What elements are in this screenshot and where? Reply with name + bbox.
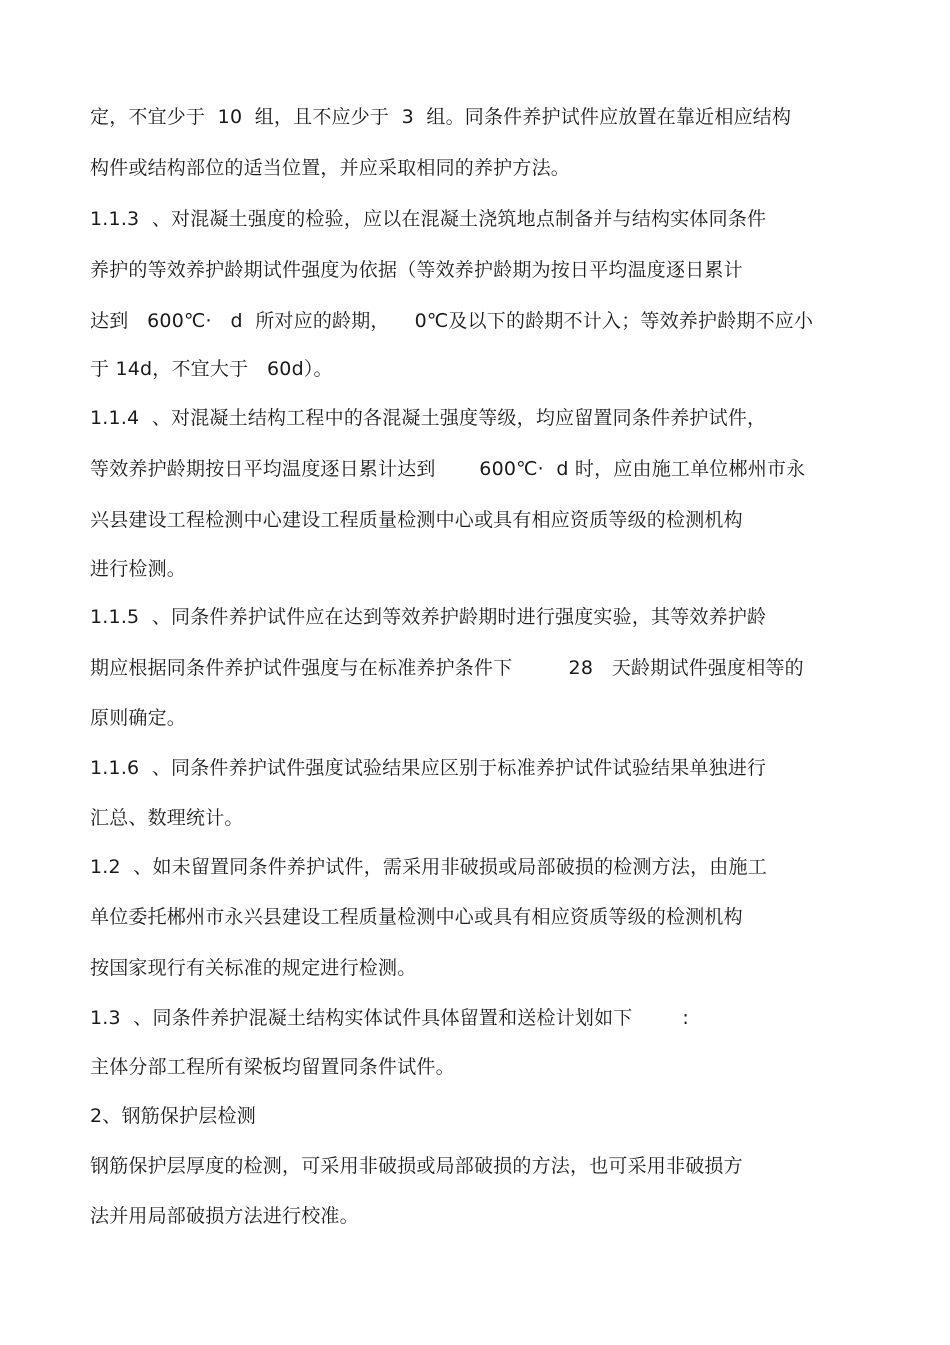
text-line: 按国家现行有关标准的规定进行检测。 [90, 957, 417, 979]
text-line: 1.1.4 、对混凝土结构工程中的各混凝土强度等级，均应留置同条件养护试件， [90, 407, 767, 429]
text-line: 1.1.5 、同条件养护试件应在达到等效养护龄期时进行强度实验，其等效养护龄 [90, 606, 767, 628]
text-line: 构件或结构部位的适当位置，并应采取相同的养护方法。 [90, 157, 571, 179]
text-line: 1.3 、同条件养护混凝土结构实体试件具体留置和送检计划如下 : [90, 1007, 690, 1029]
section-heading: 2、钢筋保护层检测 [90, 1105, 256, 1127]
text-line: 进行检测。 [90, 558, 187, 580]
text-line: 单位委托郴州市永兴县建设工程质量检测中心或具有相应资质等级的检测机构 [90, 906, 743, 928]
text-line: 1.1.6 、同条件养护试件强度试验结果应区别于标准养护试件试验结果单独进行 [90, 757, 767, 779]
text-line: 养护的等效养护龄期试件强度为依据（等效养护龄期为按日平均温度逐日累计 [90, 259, 743, 281]
text-line: 期应根据同条件养护试件强度与在标准养护条件下 28 天龄期试件强度相等的 [90, 657, 804, 679]
text-line: 1.1.3 、对混凝土强度的检验，应以在混凝土浇筑地点制备并与结构实体同条件 [90, 208, 767, 230]
text-line: 等效养护龄期按日平均温度逐日累计达到 600℃· d 时，应由施工单位郴州市永 [90, 458, 806, 480]
text-line: 汇总、数理统计。 [90, 807, 244, 829]
text-line: 于 14d，不宜大于 60d）。 [90, 358, 333, 380]
text-line: 达到 600℃· d 所对应的龄期， 0℃及以下的龄期不计入；等效养护龄期不应小 [90, 310, 814, 332]
text-line: 法并用局部破损方法进行校准。 [90, 1205, 359, 1227]
text-line: 原则确定。 [90, 707, 187, 729]
text-line: 1.2 、如未留置同条件养护试件，需采用非破损或局部破损的检测方法，由施工 [90, 856, 767, 878]
text-line: 定，不宜少于 10 组，且不应少于 3 组。同条件养护试件应放置在靠近相应结构 [90, 106, 792, 128]
text-line: 主体分部工程所有梁板均留置同条件试件。 [90, 1056, 455, 1078]
text-line: 钢筋保护层厚度的检测，可采用非破损或局部破损的方法，也可采用非破损方 [90, 1155, 743, 1177]
text-line: 兴县建设工程检测中心建设工程质量检测中心或具有相应资质等级的检测机构 [90, 509, 743, 531]
